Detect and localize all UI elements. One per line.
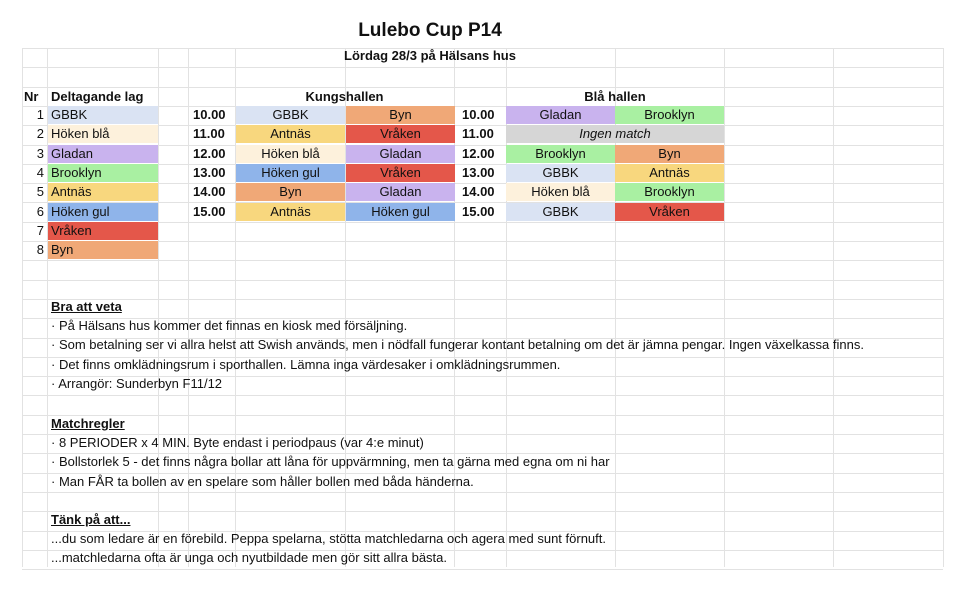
team-name: Höken blå [48, 125, 158, 143]
team-name: Brooklyn [48, 164, 158, 182]
home-team: Antnäs [236, 203, 345, 221]
match-time: 11.00 [193, 126, 225, 141]
team-number: 6 [36, 204, 44, 219]
away-team: Höken gul [346, 203, 455, 221]
match-time: 13.00 [462, 165, 495, 180]
match-time: 12.00 [193, 146, 226, 161]
match-time: 15.00 [193, 204, 226, 219]
rules-line: · Bollstorlek 5 - det finns några bollar att låna för uppvärmning, men ta gärna med egna om ni har [51, 454, 610, 469]
team-name: Byn [48, 241, 158, 259]
info-heading: Bra att veta [51, 299, 122, 314]
team-number: 5 [36, 184, 44, 199]
home-team: Antnäs [236, 125, 345, 143]
team-number: 3 [36, 146, 44, 161]
home-team: GBBK [506, 203, 615, 221]
team-name: Antnäs [48, 183, 158, 201]
teams-header: Deltagande lag [51, 89, 144, 104]
info-line: · Det finns omklädningsrum i sporthallen. Lämna inga värdesaker i omklädningsrummen. [51, 357, 561, 372]
match-time: 11.00 [462, 126, 494, 141]
match-time: 15.00 [462, 204, 495, 219]
team-number: 8 [36, 242, 44, 257]
match-time: 14.00 [193, 184, 226, 199]
away-team: Byn [615, 145, 724, 163]
team-name: Höken gul [48, 203, 158, 221]
team-number: 7 [36, 223, 44, 238]
team-name: Gladan [48, 145, 158, 163]
kungshallen-header: Kungshallen [305, 89, 384, 104]
think-line: ...matchledarna ofta är unga och nyutbildade men gör sitt allra bästa. [51, 550, 448, 565]
info-line: · Arrangör: Sunderbyn F11/12 [51, 376, 223, 391]
match-time: 10.00 [462, 107, 495, 122]
team-number: 2 [36, 126, 44, 141]
think-line: ...du som ledare är en förebild. Peppa spelarna, stötta matchledarna och agera med sunt förnuft. [51, 531, 606, 546]
home-team: Höken blå [236, 145, 345, 163]
away-team: Brooklyn [615, 183, 724, 201]
match-time: 14.00 [462, 184, 495, 199]
away-team: Vråken [346, 125, 455, 143]
team-number: 4 [36, 165, 44, 180]
team-name: Vråken [48, 222, 158, 240]
nr-header: Nr [24, 89, 39, 104]
match-time: 13.00 [193, 165, 226, 180]
team-number: 1 [36, 107, 44, 122]
home-team: Byn [236, 183, 345, 201]
away-team: Byn [346, 106, 455, 124]
bla-hallen-header: Blå hallen [584, 89, 646, 104]
home-team: Höken blå [506, 183, 615, 201]
think-heading: Tänk på att... [51, 512, 131, 527]
info-line: · På Hälsans hus kommer det finnas en kiosk med försäljning. [51, 318, 408, 333]
home-team: Höken gul [236, 164, 345, 182]
home-team: Gladan [506, 106, 615, 124]
page-subtitle: Lördag 28/3 på Hälsans hus [344, 48, 516, 63]
rules-line: · 8 PERIODER x 4 MIN. Byte endast i periodpaus (var 4:e minut) [51, 435, 424, 450]
info-line: · Som betalning ser vi allra helst att Swish används, men i nödfall fungerar kontant betalning om det är jämna pengar. Ingen växelkassa finns. [51, 337, 864, 352]
away-team: Vråken [346, 164, 455, 182]
rules-heading: Matchregler [51, 416, 125, 431]
home-team: Brooklyn [506, 145, 615, 163]
away-team: Vråken [615, 203, 724, 221]
team-name: GBBK [48, 106, 158, 124]
away-team: Antnäs [615, 164, 724, 182]
away-team: Gladan [346, 145, 455, 163]
rules-line: · Man FÅR ta bollen av en spelare som håller bollen med båda händerna. [51, 474, 474, 489]
page-title: Lulebo Cup P14 [358, 20, 502, 41]
away-team: Gladan [346, 183, 455, 201]
match-time: 10.00 [193, 107, 226, 122]
match-time: 12.00 [462, 146, 495, 161]
away-team: Brooklyn [615, 106, 724, 124]
home-team: GBBK [236, 106, 345, 124]
home-team: GBBK [506, 164, 615, 182]
no-match-note: Ingen match [506, 125, 724, 143]
